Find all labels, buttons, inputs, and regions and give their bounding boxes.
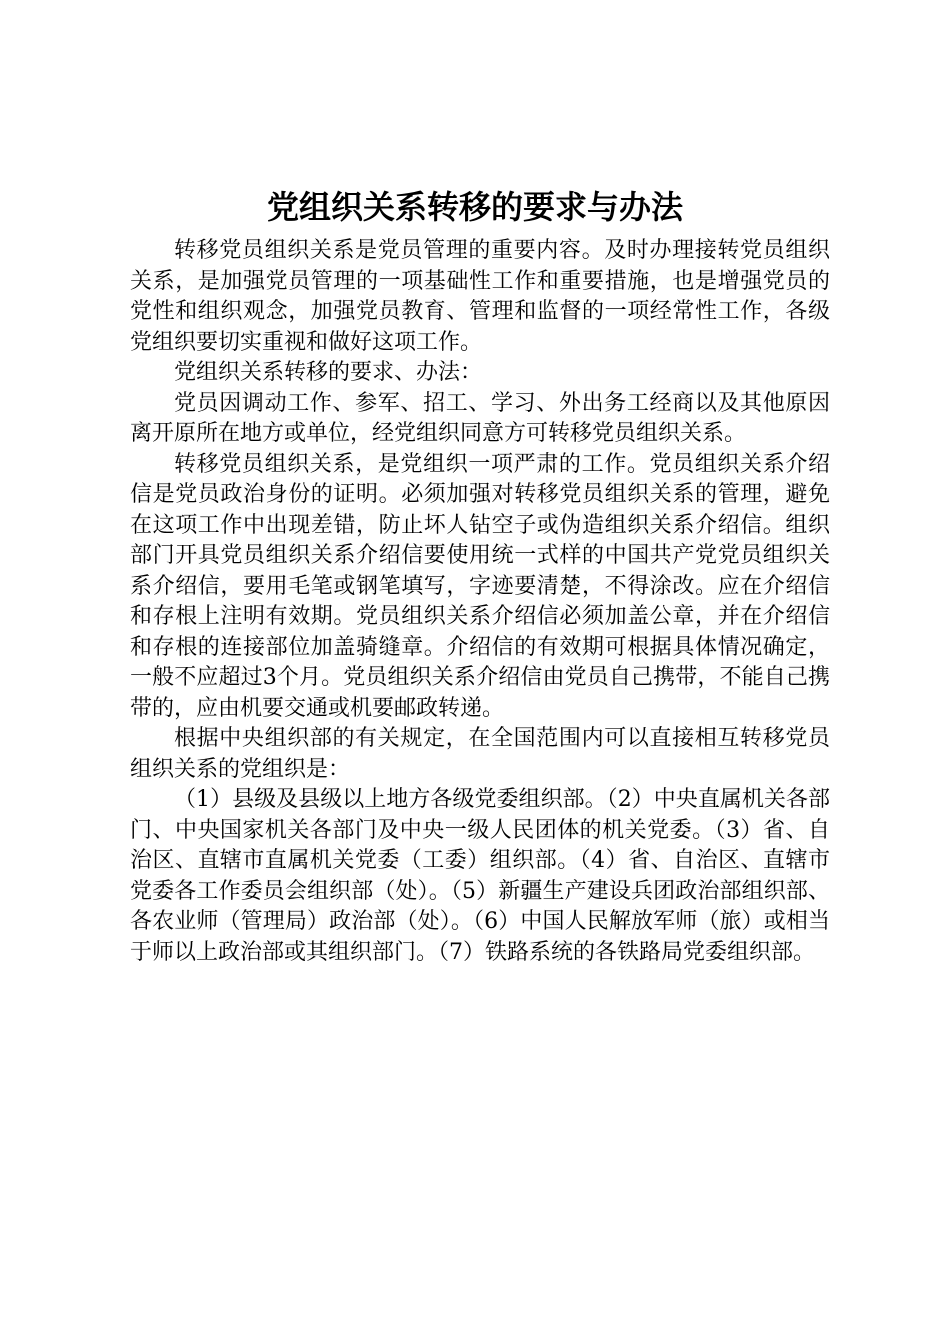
paragraph-requirements-heading: 党组织关系转移的要求、办法： (174, 360, 483, 385)
paragraph-introduction-letter: 转移党员组织关系，是党组织一项严肃的工作。党员组织关系介绍信是党员政治身份的证明。必须加强对转移党员组织关系的管理，避免在这项工作中出现差错，防止坏人钻空子或伪造组织关系介绍信。组织部门开具党员组织关系介绍信要使用统一式样的中国共产党党员组织关系介绍信，要用毛笔或钢笔填写，字迹要清楚，不得涂改。应在介绍信和存根上注明有效期。党员组织关系介绍信必须加盖公章，并在介绍信和存根的连接部位加盖骑缝章。介绍信的有效期可根据具体情况确定，一般不应超过3个月。党员组织关系介绍信由党员自己携带，不能自己携带的，应由机要交通或机要邮政转递。 (130, 451, 830, 721)
paragraph-organization-list: （1）县级及县级以上地方各级党委组织部。（2）中央直属机关各部门、中央国家机关各部门及中央一级人民团体的机关党委。（3）省、自治区、直辖市直属机关党委（工委）组织部。（4）省、自治区、直辖市党委各工作委员会组织部（处）。（5）新疆生产建设兵团政治部组织部、各农业师（管理局）政治部（处）。（6）中国人民解放军师（旅）或相当于师以上政治部或其组织部门。（7）铁路系统的各铁路局党委组织部。 (130, 787, 830, 965)
document-title: 党组织关系转移的要求与办法 (266, 188, 683, 226)
paragraph-intro: 转移党员组织关系是党员管理的重要内容。及时办理接转党员组织关系，是加强党员管理的一项基础性工作和重要措施，也是增强党员的党性和组织观念，加强党员教育、管理和监督的一项经常性工作，各级党组织要切实重视和做好这项工作。 (130, 238, 830, 355)
paragraph-transfer-conditions: 党员因调动工作、参军、招工、学习、外出务工经商以及其他原因离开原所在地方或单位，经党组织同意方可转移党员组织关系。 (130, 390, 830, 446)
paragraph-regulation: 根据中央组织部的有关规定，在全国范围内可以直接相互转移党员组织关系的党组织是： (130, 726, 830, 782)
document-body (130, 236, 830, 968)
